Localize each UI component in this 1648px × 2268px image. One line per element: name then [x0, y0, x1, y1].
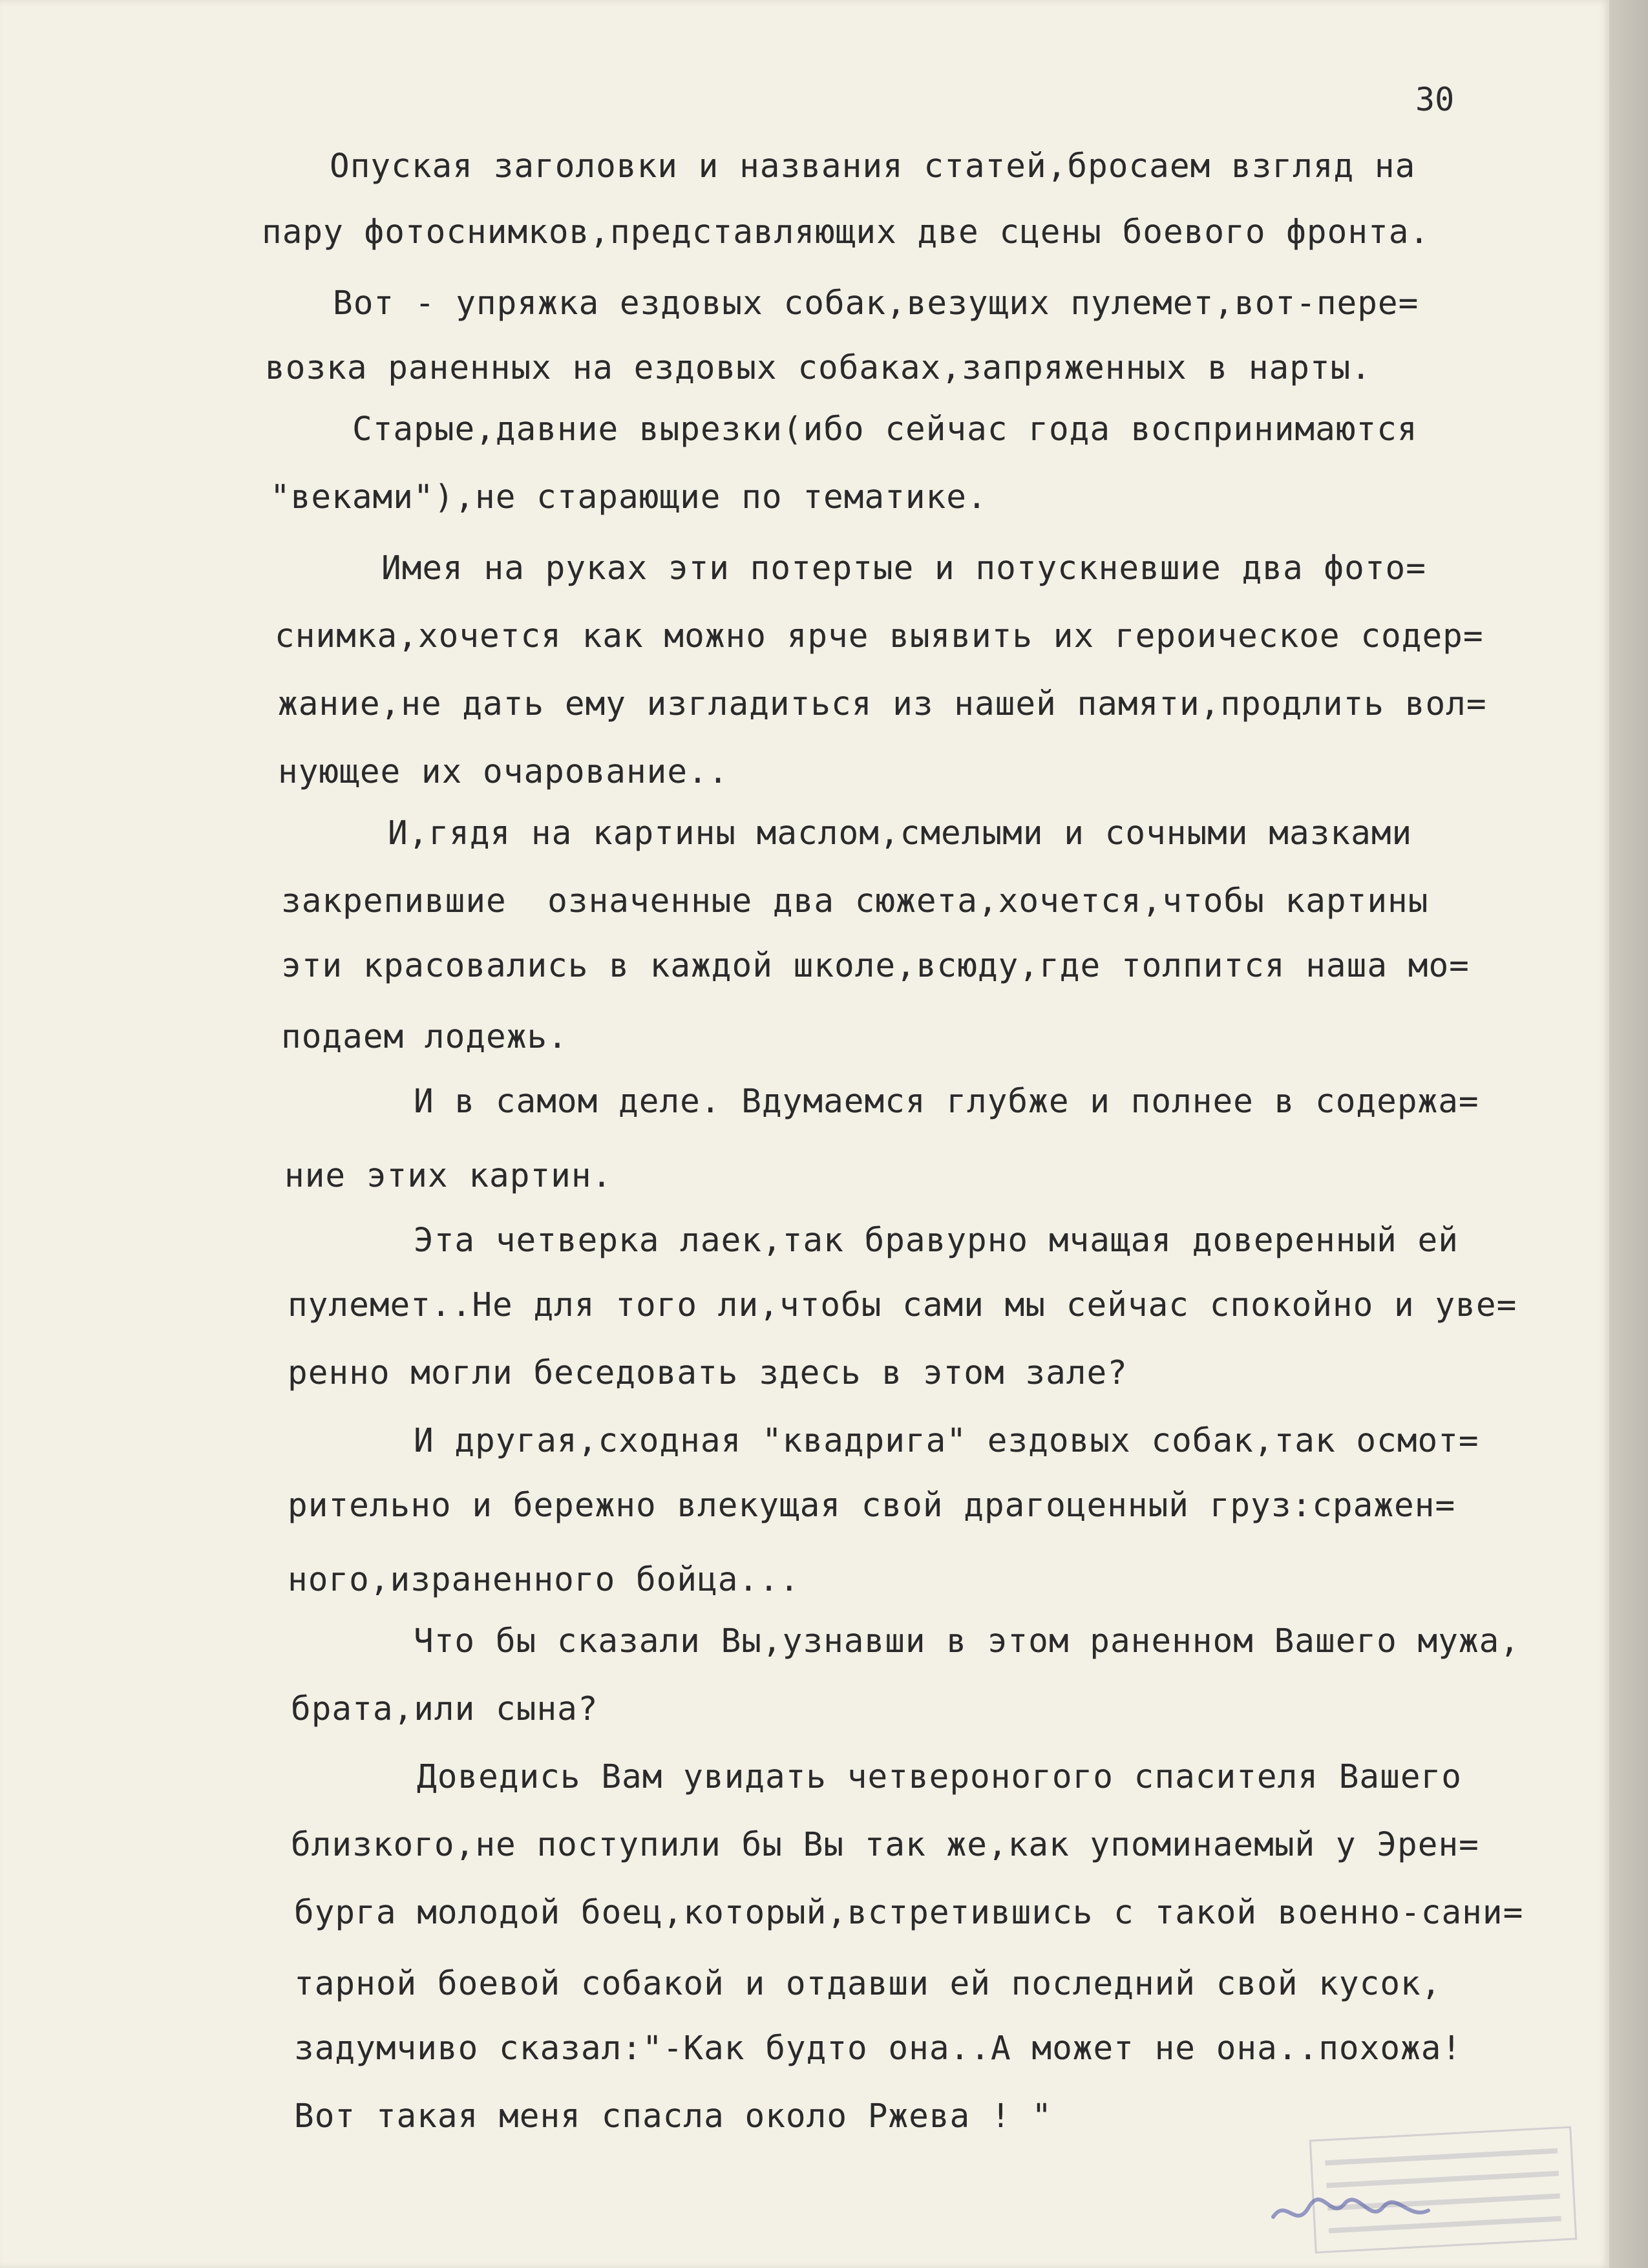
text-line: нующее их очарование..: [278, 753, 729, 791]
text-line: эти красовались в каждой школе,всюду,где толпится наша мо=: [281, 947, 1470, 985]
text-line: пулемет..Не для того ли,чтобы сами мы сейчас спокойно и уве=: [288, 1286, 1517, 1324]
text-line: И,гядя на картины маслом,смелыми и сочными мазками: [388, 814, 1413, 853]
page-edge: [1609, 0, 1648, 2268]
text-line: Старые,давние вырезки(ибо сейчас года воспринимаются: [352, 410, 1418, 449]
text-line: подаем лодежь.: [281, 1018, 568, 1056]
text-line: Доведись Вам увидать четвероногого спасителя Вашего: [417, 1758, 1462, 1796]
text-line: И в самом деле. Вдумаемся глубже и полнее в содержа=: [414, 1083, 1479, 1121]
text-line: тарной боевой собакой и отдавши ей последний свой кусок,: [294, 1965, 1442, 2003]
text-line: близкого,не поступили бы Вы так же,как упоминаемый у Эрен=: [291, 1826, 1479, 1864]
text-line: ренно могли беседовать здесь в этом зале?: [288, 1354, 1128, 1392]
text-line: И другая,сходная "квадрига" ездовых собак,так осмот=: [414, 1422, 1479, 1460]
text-line: рительно и бережно влекущая свой драгоценный груз:сражен=: [288, 1487, 1456, 1525]
signature-mark: [1267, 2185, 1435, 2236]
text-line: закрепившие означенные два сюжета,хочется,чтобы картины: [281, 882, 1429, 920]
text-line: задумчиво сказал:"-Как будто она..А может не она..похожа!: [294, 2030, 1463, 2068]
text-line: жание,не дать ему изгладиться из нашей памяти,продлить вол=: [278, 685, 1487, 723]
text-line: Опуская заголовки и названия статей,бросаем взгляд на: [330, 147, 1416, 185]
text-line: брата,или сына?: [291, 1690, 598, 1728]
text-line: "веками"),не старающие по тематике.: [270, 478, 988, 516]
text-line: ного,израненного бойца...: [288, 1561, 800, 1599]
text-line: ние этих картин.: [284, 1157, 613, 1195]
text-line: снимка,хочется как можно ярче выявить их героическое содер=: [275, 617, 1484, 655]
text-line: Что бы сказали Вы,узнавши в этом раненном Вашего мужа,: [414, 1622, 1521, 1660]
text-line: Вот такая меня спасла около Ржева ! ": [294, 2097, 1053, 2136]
text-line: Имея на руках эти потертые и потускневшие два фото=: [381, 549, 1426, 588]
text-line: пару фотоснимков,представляющих две сцены боевого фронта.: [262, 213, 1430, 251]
text-line: Эта четверка лаек,так бравурно мчащая доверенный ей: [414, 1222, 1459, 1260]
page-number: 30: [1415, 81, 1455, 118]
text-line: бурга молодой боец,который,встретившись с такой военно-сани=: [294, 1894, 1524, 1932]
text-line: Вот - упряжка ездовых собак,везущих пулемет,вот-пере=: [333, 284, 1419, 323]
text-line: возка раненных на ездовых собаках,запряженных в нарты.: [265, 349, 1372, 387]
